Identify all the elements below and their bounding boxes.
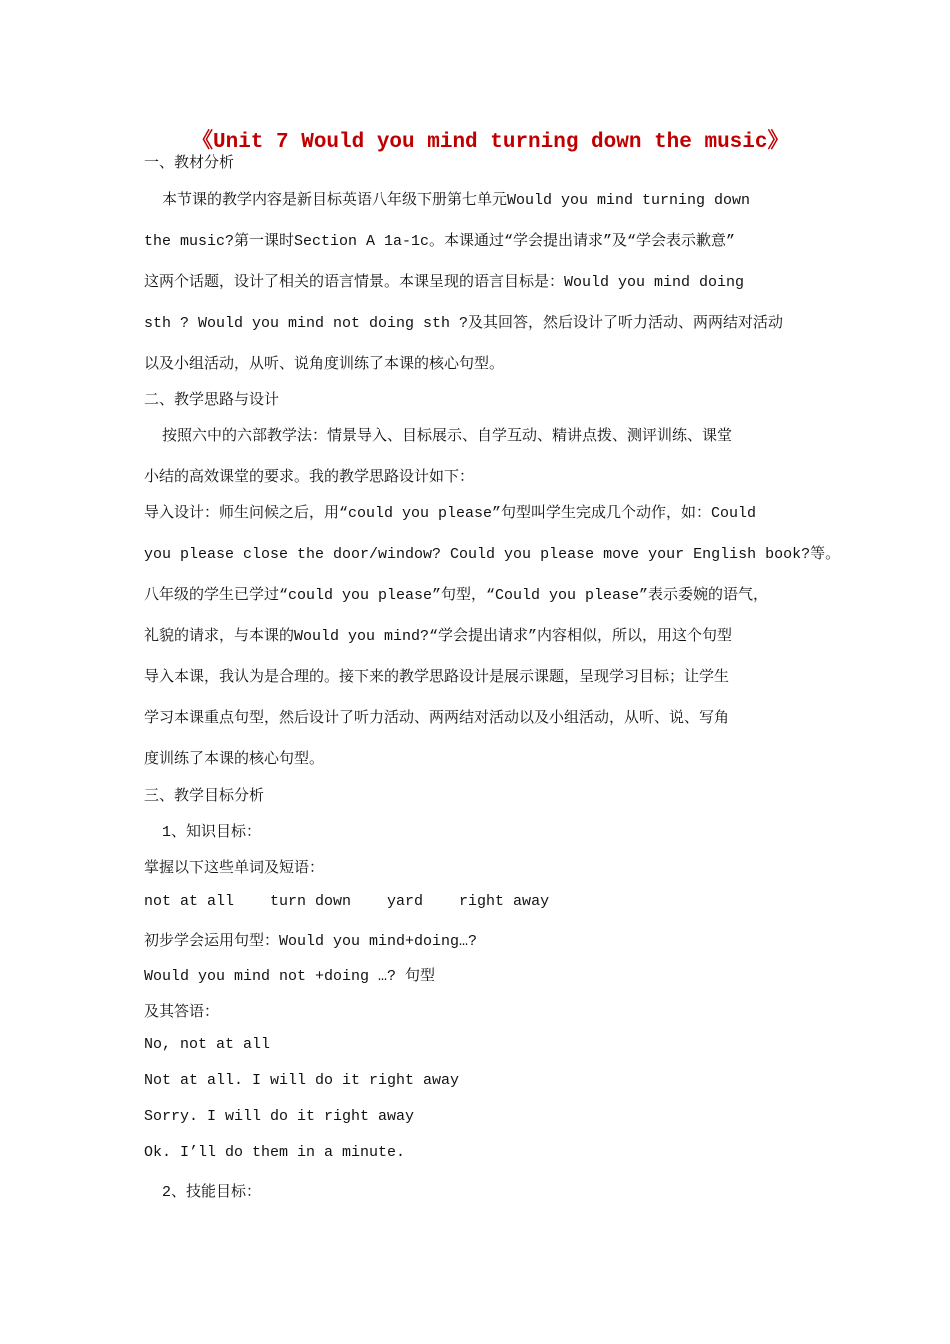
vocabulary-line: not at all turn down yard right away: [144, 893, 550, 910]
subheading-knowledge: 1、知识目标：: [162, 824, 262, 841]
paragraph-line: 导入本课，我认为是合理的。接下来的教学思路设计是展示课题，呈现学习目标；让学生: [144, 669, 730, 686]
paragraph-line: 小结的高效课堂的要求。我的教学思路设计如下：: [144, 469, 475, 486]
answer-line: Sorry. I will do it right away: [144, 1108, 415, 1125]
document-title: 《Unit 7 Would you mind turning down the music》: [192, 131, 789, 154]
paragraph-line: 这两个话题，设计了相关的语言情景。本课呈现的语言目标是：Would you mind doing: [144, 274, 745, 291]
paragraph-line: the music?第一课时Section A 1a-1c。本课通过“学会提出请求”及“学会表示歉意”: [144, 233, 736, 250]
section-heading-2: 二、教学思路与设计: [144, 392, 280, 409]
paragraph-line: 按照六中的六部教学法：情景导入、目标展示、自学互动、精讲点拨、测评训练、课堂: [162, 428, 733, 445]
paragraph-line: 学习本课重点句型，然后设计了听力活动、两两结对活动以及小组活动，从听、说、写角: [144, 710, 730, 727]
paragraph-line: 以及小组活动，从听、说角度训练了本课的核心句型。: [144, 356, 505, 373]
answer-line: Not at all. I will do it right away: [144, 1072, 460, 1089]
paragraph-line: 掌握以下这些单词及短语：: [144, 860, 325, 877]
paragraph-line: Would you mind not +doing …? 句型: [144, 968, 436, 985]
subheading-skills: 2、技能目标：: [162, 1184, 262, 1201]
answer-line: No, not at all: [144, 1036, 271, 1053]
paragraph-line: 导入设计：师生问候之后，用“could you please”句型叫学生完成几个动作，如：Could: [144, 505, 757, 522]
paragraph-line: 八年级的学生已学过“could you please”句型，“Could you please”表示委婉的语气，: [144, 587, 769, 604]
section-heading-3: 三、教学目标分析: [144, 788, 265, 805]
paragraph-line: sth ? Would you mind not doing sth ?及其回答，然后设计了听力活动、两两结对活动: [144, 315, 784, 332]
answer-line: Ok. I’ll do them in a minute.: [144, 1144, 406, 1161]
paragraph-line: 初步学会运用句型：Would you mind+doing…?: [144, 933, 478, 950]
paragraph-line: 度训练了本课的核心句型。: [144, 751, 325, 768]
paragraph-line: you please close the door/window? Could you please move your English book?等。: [144, 546, 841, 563]
paragraph-line: 礼貌的请求，与本课的Would you mind?“学会提出请求”内容相似，所以，用这个句型: [144, 628, 733, 645]
paragraph-line: 本节课的教学内容是新目标英语八年级下册第七单元Would you mind turning down: [162, 192, 751, 209]
section-heading-1: 一、教材分析: [144, 155, 235, 172]
paragraph-line: 及其答语：: [144, 1004, 220, 1021]
